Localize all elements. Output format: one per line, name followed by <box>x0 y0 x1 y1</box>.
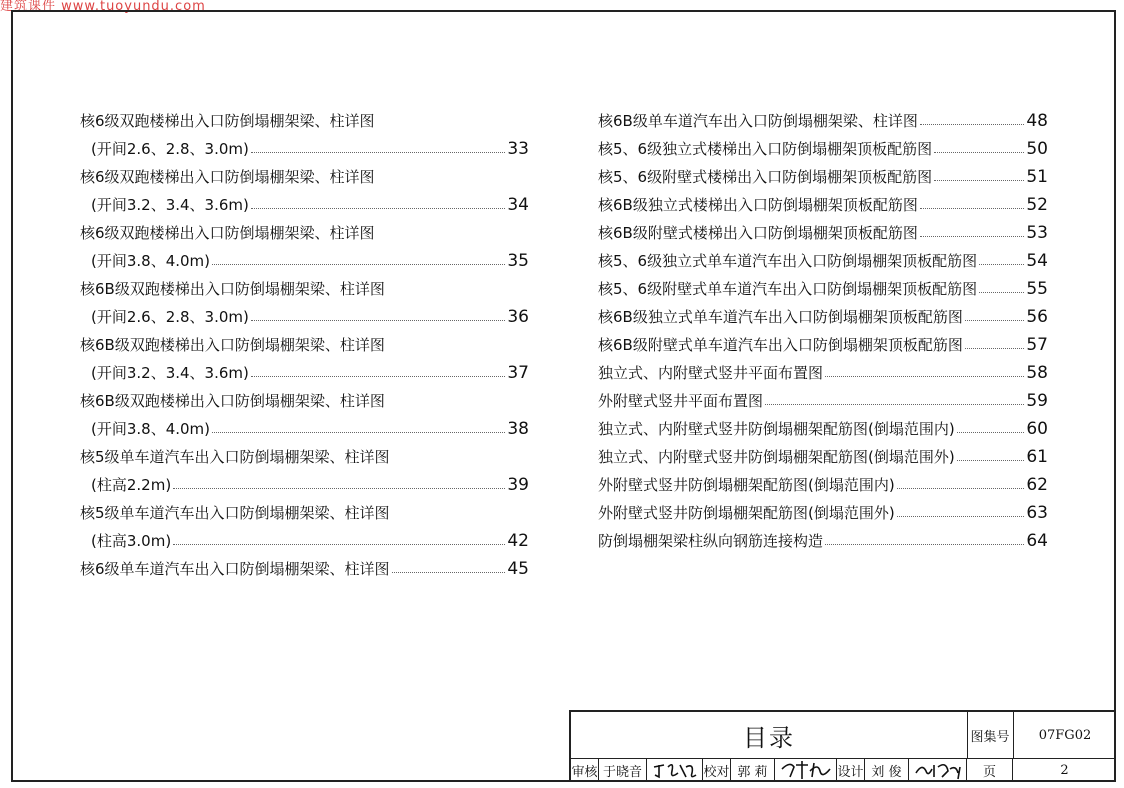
toc-entry-page: 37 <box>507 363 529 383</box>
toc-entry <box>80 495 529 523</box>
toc-entry-title: 核6级双跑楼梯出入口防倒塌棚架梁、柱详图 <box>80 112 375 130</box>
toc-entry <box>598 187 1048 215</box>
toc-leader-dots <box>965 348 1025 349</box>
toc-leader-dots <box>979 264 1024 265</box>
toc-entry <box>80 467 529 495</box>
toc-leader-dots <box>920 124 1025 125</box>
toc-entry-page: 50 <box>1026 139 1048 159</box>
toc-entry <box>598 327 1048 355</box>
title-block-top-row <box>571 712 1114 759</box>
toc-entry <box>80 327 529 355</box>
toc-entry <box>80 103 529 131</box>
toc-leader-dots <box>934 152 1024 153</box>
toc-entry-page: 58 <box>1026 363 1048 383</box>
toc-right-column <box>598 103 1048 551</box>
toc-entry <box>598 271 1048 299</box>
toc-entry <box>80 271 529 299</box>
toc-entry <box>80 299 529 327</box>
toc-entry-title: 外附壁式竖井防倒塌棚架配筋图(倒塌范围外) <box>598 504 895 522</box>
toc-leader-dots <box>934 180 1024 181</box>
toc-entry-title: 防倒塌棚架梁柱纵向钢筋连接构造 <box>598 532 824 550</box>
toc-leader-dots <box>957 460 1025 461</box>
toc-entry <box>598 439 1048 467</box>
toc-leader-dots <box>392 572 506 573</box>
toc-left-column <box>80 103 529 579</box>
toc-entry-page: 64 <box>1026 531 1048 551</box>
toc-entry-title: 核5级单车道汽车出入口防倒塌棚架梁、柱详图 <box>80 504 390 522</box>
toc-entry-page: 63 <box>1026 503 1048 523</box>
toc-entry-title: 核6B级独立式单车道汽车出入口防倒塌棚架顶板配筋图 <box>598 308 963 326</box>
check-label: 校对 <box>703 758 731 782</box>
toc-entry <box>598 215 1048 243</box>
toc-entry-page: 53 <box>1026 223 1048 243</box>
toc-entry-page: 36 <box>507 307 529 327</box>
toc-entry <box>80 159 529 187</box>
toc-entry <box>598 495 1048 523</box>
toc-entry-title: 核6B级单车道汽车出入口防倒塌棚架梁、柱详图 <box>598 112 918 130</box>
toc-entry-page: 34 <box>507 195 529 215</box>
watermark-text: 建筑课件 www.tuoyundu.com <box>0 0 206 14</box>
toc-entry-page: 35 <box>507 251 529 271</box>
toc-entry-title: 核6级双跑楼梯出入口防倒塌棚架梁、柱详图 <box>80 224 375 242</box>
toc-leader-dots <box>251 152 505 153</box>
toc-entry-page: 33 <box>507 139 529 159</box>
toc-entry <box>598 411 1048 439</box>
toc-entry-title: 核6B级双跑楼梯出入口防倒塌棚架梁、柱详图 <box>80 336 385 354</box>
toc-entry <box>80 551 529 579</box>
toc-leader-dots <box>920 236 1025 237</box>
checker-signature <box>775 758 837 782</box>
toc-entry-page: 48 <box>1026 111 1048 131</box>
toc-entry <box>80 131 529 159</box>
toc-entry-page: 38 <box>507 419 529 439</box>
toc-entry-title: 核6B级双跑楼梯出入口防倒塌棚架梁、柱详图 <box>80 392 385 410</box>
drawing-title: 目录 <box>571 712 968 758</box>
toc-leader-dots <box>173 488 505 489</box>
toc-leader-dots <box>825 376 1024 377</box>
toc-entry-page: 54 <box>1026 251 1048 271</box>
toc-entry-title: 独立式、内附壁式竖井防倒塌棚架配筋图(倒塌范围内) <box>598 420 955 438</box>
toc-leader-dots <box>979 292 1024 293</box>
toc-entry-page: 55 <box>1026 279 1048 299</box>
designer-name: 刘 俊 <box>865 758 909 782</box>
toc-entry-page: 51 <box>1026 167 1048 187</box>
title-block-signature-row <box>571 758 1114 782</box>
toc-entry-title: 核6B级附壁式单车道汽车出入口防倒塌棚架顶板配筋图 <box>598 336 963 354</box>
toc-entry <box>598 103 1048 131</box>
toc-entry <box>80 187 529 215</box>
toc-leader-dots <box>251 320 505 321</box>
toc-leader-dots <box>173 544 505 545</box>
toc-entry-page: 42 <box>507 531 529 551</box>
toc-entry <box>598 299 1048 327</box>
toc-entry-page: 56 <box>1026 307 1048 327</box>
toc-leader-dots <box>897 488 1025 489</box>
toc-entry-page: 59 <box>1026 391 1048 411</box>
toc-leader-dots <box>920 208 1025 209</box>
toc-entry-title: 核6B级双跑楼梯出入口防倒塌棚架梁、柱详图 <box>80 280 385 298</box>
toc-entry <box>598 243 1048 271</box>
toc-entry-title: 核5、6级独立式单车道汽车出入口防倒塌棚架顶板配筋图 <box>598 252 978 270</box>
reviewer-name: 于晓音 <box>599 758 647 782</box>
toc-entry-title: (开间3.8、4.0m) <box>91 252 211 270</box>
toc-entry-title: (开间2.6、2.8、3.0m) <box>91 140 249 158</box>
toc-entry-title: 独立式、内附壁式竖井平面布置图 <box>598 364 824 382</box>
toc-leader-dots <box>251 376 505 377</box>
toc-entry-title: 独立式、内附壁式竖井防倒塌棚架配筋图(倒塌范围外) <box>598 448 955 466</box>
toc-entry-page: 39 <box>507 475 529 495</box>
design-label: 设计 <box>837 758 865 782</box>
toc-leader-dots <box>957 432 1025 433</box>
toc-entry-title: (柱高2.2m) <box>91 476 172 494</box>
toc-leader-dots <box>825 544 1024 545</box>
toc-leader-dots <box>765 404 1024 405</box>
toc-entry <box>80 243 529 271</box>
toc-entry <box>80 215 529 243</box>
designer-signature <box>909 758 967 782</box>
toc-entry <box>80 383 529 411</box>
atlas-number: 07FG02 <box>1038 727 1092 743</box>
toc-entry <box>598 355 1048 383</box>
toc-entry-title: (开间3.8、4.0m) <box>91 420 211 438</box>
toc-entry <box>598 523 1048 551</box>
toc-leader-dots <box>251 208 505 209</box>
toc-entry-title: (柱高3.0m) <box>91 532 172 550</box>
toc-entry-title: 外附壁式竖井防倒塌棚架配筋图(倒塌范围内) <box>598 476 895 494</box>
toc-entry-title: 核6B级独立式楼梯出入口防倒塌棚架顶板配筋图 <box>598 196 918 214</box>
page-number: 2 <box>1060 762 1069 778</box>
title-block <box>569 710 1114 782</box>
toc-entry-page: 62 <box>1026 475 1048 495</box>
atlas-number-label: 图集号 <box>967 712 1014 758</box>
toc-entry-title: 核6级双跑楼梯出入口防倒塌棚架梁、柱详图 <box>80 168 375 186</box>
toc-entry-title: 核5、6级独立式楼梯出入口防倒塌棚架顶板配筋图 <box>598 140 933 158</box>
checker-name: 郭 莉 <box>731 758 775 782</box>
toc-entry-title: 核5级单车道汽车出入口防倒塌棚架梁、柱详图 <box>80 448 390 466</box>
toc-entry-page: 60 <box>1026 419 1048 439</box>
toc-entry <box>80 439 529 467</box>
review-label: 审核 <box>571 758 599 782</box>
toc-leader-dots <box>212 432 505 433</box>
toc-entry-title: 外附壁式竖井平面布置图 <box>598 392 764 410</box>
toc-entry-title: 核6B级附壁式楼梯出入口防倒塌棚架顶板配筋图 <box>598 224 918 242</box>
toc-leader-dots <box>897 516 1025 517</box>
toc-entry <box>598 159 1048 187</box>
toc-entry-title: 核6级单车道汽车出入口防倒塌棚架梁、柱详图 <box>80 560 390 578</box>
toc-entry-title: 核5、6级附壁式单车道汽车出入口防倒塌棚架顶板配筋图 <box>598 280 978 298</box>
toc-entry <box>598 383 1048 411</box>
toc-entry-title: (开间3.2、3.4、3.6m) <box>91 364 249 382</box>
toc-entry-page: 45 <box>507 559 529 579</box>
toc-entry <box>80 411 529 439</box>
toc-entry <box>598 467 1048 495</box>
toc-entry-page: 57 <box>1026 335 1048 355</box>
toc-entry-title: (开间3.2、3.4、3.6m) <box>91 196 249 214</box>
toc-entry <box>598 131 1048 159</box>
toc-leader-dots <box>965 320 1025 321</box>
reviewer-signature <box>647 758 703 782</box>
toc-entry-page: 61 <box>1026 447 1048 467</box>
toc-entry-title: 核5、6级附壁式楼梯出入口防倒塌棚架顶板配筋图 <box>598 168 933 186</box>
toc-entry <box>80 523 529 551</box>
toc-entry-title: (开间2.6、2.8、3.0m) <box>91 308 249 326</box>
toc-leader-dots <box>212 264 505 265</box>
toc-entry-page: 52 <box>1026 195 1048 215</box>
toc-entry <box>80 355 529 383</box>
page-label: 页 <box>967 758 1013 782</box>
